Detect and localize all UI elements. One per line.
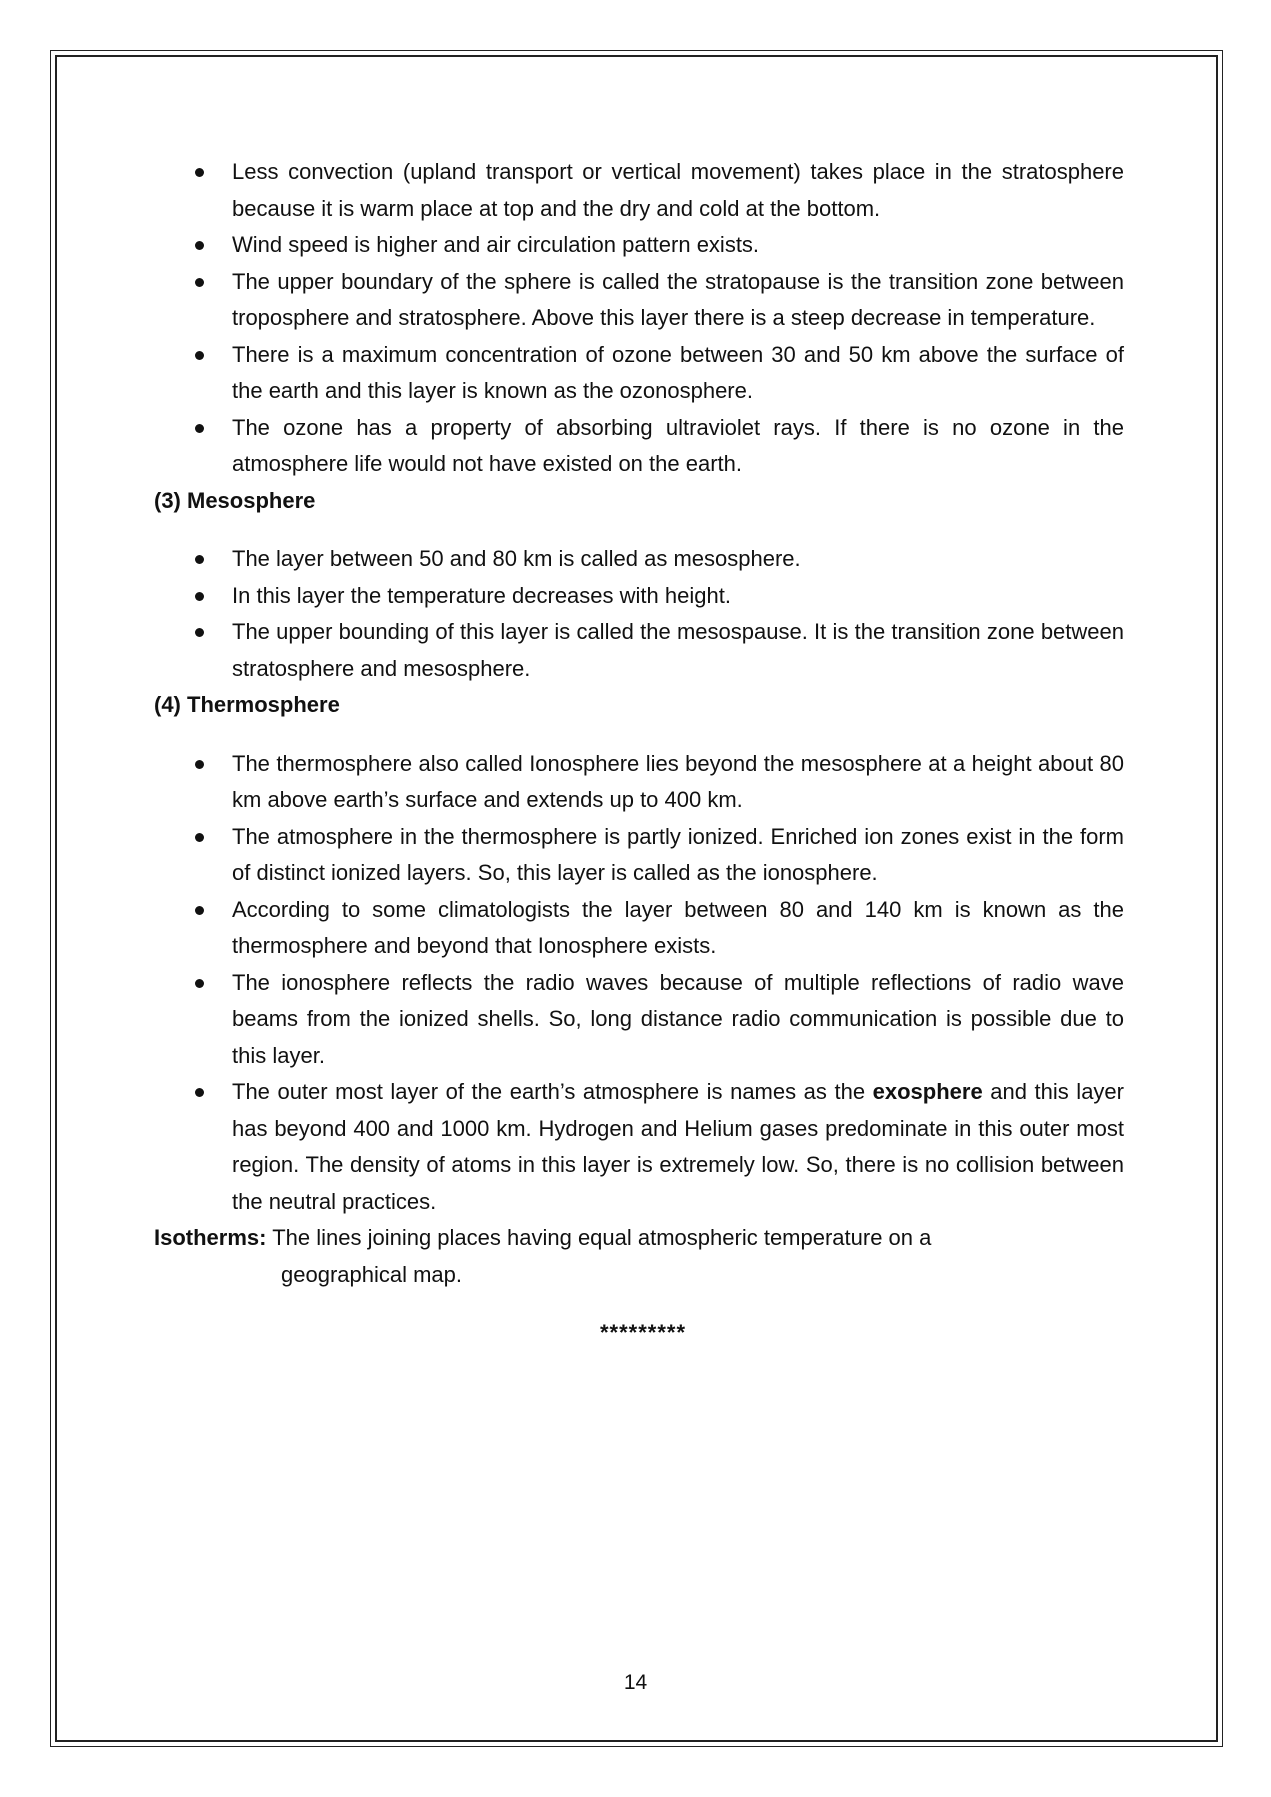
list-item: According to some climatologists the layer between 80 and 140 km is known as the thermosphere and beyond that Ionosphere exists. — [154, 892, 1124, 965]
thermosphere-bullet-list — [154, 746, 1124, 1221]
thermosphere-heading: (4) Thermosphere — [154, 692, 340, 717]
stratosphere-bullet-list — [154, 154, 1124, 483]
list-item: Less convection (upland transport or vertical movement) takes place in the stratosphere because it is warm place at top and the dry and cold at the bottom. — [154, 154, 1124, 227]
isotherms-definition — [154, 1220, 1124, 1293]
page-content — [154, 154, 1124, 1352]
isotherms-definition-line1: The lines joining places having equal atmospheric temperature on a — [266, 1225, 932, 1250]
mesosphere-bullet-list — [154, 541, 1124, 687]
list-item: There is a maximum concentration of ozone between 30 and 50 km above the surface of the earth and this layer is known as the ozonosphere. — [154, 337, 1124, 410]
list-item: Wind speed is higher and air circulation pattern exists. — [154, 227, 1124, 264]
list-item: The ionosphere reflects the radio waves because of multiple reflections of radio wave beams from the ionized shells. So, long distance radio communication is possible due to this layer. — [154, 965, 1124, 1075]
page-number: 14 — [623, 1671, 648, 1694]
exosphere-list-item — [154, 1074, 1124, 1220]
list-item: The thermosphere also called Ionosphere lies beyond the mesosphere at a height about 80 km above earth’s surface and extends up to 400 km. — [154, 746, 1124, 819]
section-separator: ********* — [599, 1320, 687, 1345]
exosphere-text-before: The outer most layer of the earth’s atmosphere is names as the — [232, 1079, 873, 1104]
isotherms-term: Isotherms: — [154, 1225, 267, 1250]
list-item: The layer between 50 and 80 km is called as mesosphere. — [154, 541, 1124, 578]
list-item: The atmosphere in the thermosphere is partly ionized. Enriched ion zones exist in the form of distinct ionized layers. So, this layer is called as the ionosphere. — [154, 819, 1124, 892]
isotherms-definition-line2: geographical map. — [281, 1261, 463, 1287]
list-item: The upper boundary of the sphere is called the stratopause is the transition zone between troposphere and stratosphere. Above this layer there is a steep decrease in temperature. — [154, 264, 1124, 337]
exosphere-term: exosphere — [872, 1079, 983, 1104]
list-item: The ozone has a property of absorbing ultraviolet rays. If there is no ozone in the atmosphere life would not have existed on the earth. — [154, 410, 1124, 483]
mesosphere-heading: (3) Mesosphere — [154, 487, 316, 513]
list-item: The upper bounding of this layer is called the mesospause. It is the transition zone between stratosphere and mesosphere. — [154, 614, 1124, 687]
list-item: In this layer the temperature decreases with height. — [154, 578, 1124, 615]
exosphere-text-after: and this layer has beyond 400 and 1000 km. Hydrogen and Helium gases predominate in this outer most region. The density of atoms in this layer is extremely low. So, there is no collision between the neutral practices. — [232, 1079, 1124, 1214]
